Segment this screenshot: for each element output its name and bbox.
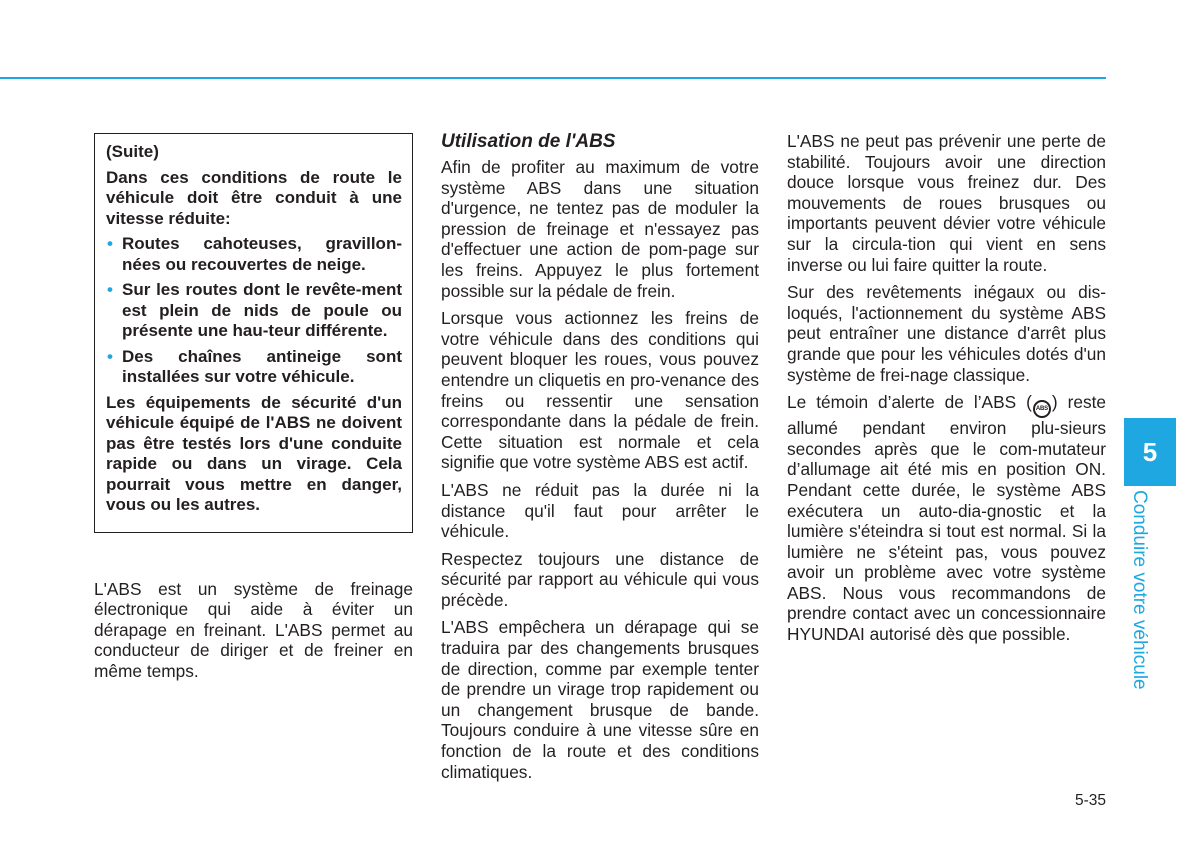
column-right [787, 131, 1106, 652]
body-paragraph: Lorsque vous actionnez les freins de votre véhicule dans des conditions qui peuvent bloquer les roues, vous pouvez entendre un cliquetis en pro-venance des freins ou ressentir une sensation correspondante dans la pédale de frein. Cette situation est normale et cela signifie que votre système ABS est actif. [441, 308, 759, 473]
caution-lead: Dans ces conditions de route le véhicule doit être conduit à une vitesse réduite: [106, 167, 402, 228]
body-paragraph: L'ABS empêchera un dérapage qui se traduira par des changements brusques de direction, comme par exemple tenter de prendre un virage trop rapidement ou un changement brusque de bande. Toujours conduire à une vitesse sûre en fonction de la route et des conditions climatiques. [441, 617, 759, 782]
column-middle [441, 131, 759, 789]
caution-warning: Les équipements de sécurité d'un véhicule équipé de l'ABS ne doivent pas être testés lors d'une conduite rapide ou dans un virage. Cela pourrait vous mettre en danger, vous ou les autres. [106, 392, 402, 514]
page-number: 5-35 [1074, 792, 1106, 809]
body-paragraph: L'ABS ne réduit pas la durée ni la distance qu'il faut pour arrêter le véhicule. [441, 479, 759, 542]
body-paragraph: Afin de profiter au maximum de votre système ABS dans une situation d'urgence, ne tentez pas de moduler la pression de freinage et n'essayez pas d'effectuer une action de pom-page sur les freins. Appuyez le plus fortement possible sur la pédale de frein. [441, 157, 759, 301]
section-title: Utilisation de l'ABS [441, 131, 616, 152]
caution-heading: (Suite) [106, 142, 159, 161]
caution-bullet-list [106, 234, 402, 388]
caution-bullet: • Sur les routes dont le revête-ment est plein de nids de poule ou présente une hau-teur différente. [106, 280, 402, 342]
caution-bullet: • Routes cahoteuses, gravillon-nées ou recouvertes de neige. [106, 234, 402, 275]
caution-box [94, 133, 413, 533]
chapter-title: Conduire votre véhicule [1129, 490, 1150, 690]
body-paragraph: L'ABS ne peut pas prévenir une perte de stabilité. Toujours avoir une direction douce lorsque vous freinez dur. Des mouvements de roues brusques ou importants peuvent dévier votre véhicule sur la circula-tion qui vient en sens inverse ou lui faire quitter la route. [787, 131, 1106, 275]
column-left [94, 133, 413, 688]
caution-bullet: • Des chaînes antineige sont installées sur votre véhicule. [106, 347, 402, 388]
intro-paragraph: L'ABS est un système de freinage électronique qui aide à éviter un dérapage en freinant. L'ABS permet au conducteur de diriger et de freiner en même temps. [94, 578, 413, 681]
chapter-title-vertical [1113, 490, 1187, 690]
abs-warning-text-start: Le témoin d’alerte de l’ABS ( [787, 392, 1032, 413]
abs-warning-text-end: ) reste allumé pendant environ plu-sieurs secondes après que le com-mutateur d’allumage ait été mis en position ON. Pendant cette durée, le système ABS exécutera un auto-dia-gnostic et la lumière s'éteindra si tout est normal. Si la lumière ne s'éteint pas, vous pouvez avoir un problème avec votre système ABS. Nous vous recommandons de prendre contact avec un concessionnaire HYUNDAI autorisé dès que possible. [787, 392, 1107, 645]
abs-warning-icon: ABS [1033, 400, 1051, 418]
abs-warning-paragraph [787, 392, 1106, 645]
chapter-number-tab: 5 [1124, 418, 1176, 486]
body-paragraph: Respectez toujours une distance de sécurité par rapport au véhicule qui vous précède. [441, 548, 759, 610]
body-paragraph: Sur des revêtements inégaux ou dis-loqués, l'actionnement du système ABS peut entraîner une distance d'arrêt plus grande que pour les véhicules dotés d'un système de frei-nage classique. [787, 282, 1106, 385]
header-rule [0, 77, 1106, 79]
